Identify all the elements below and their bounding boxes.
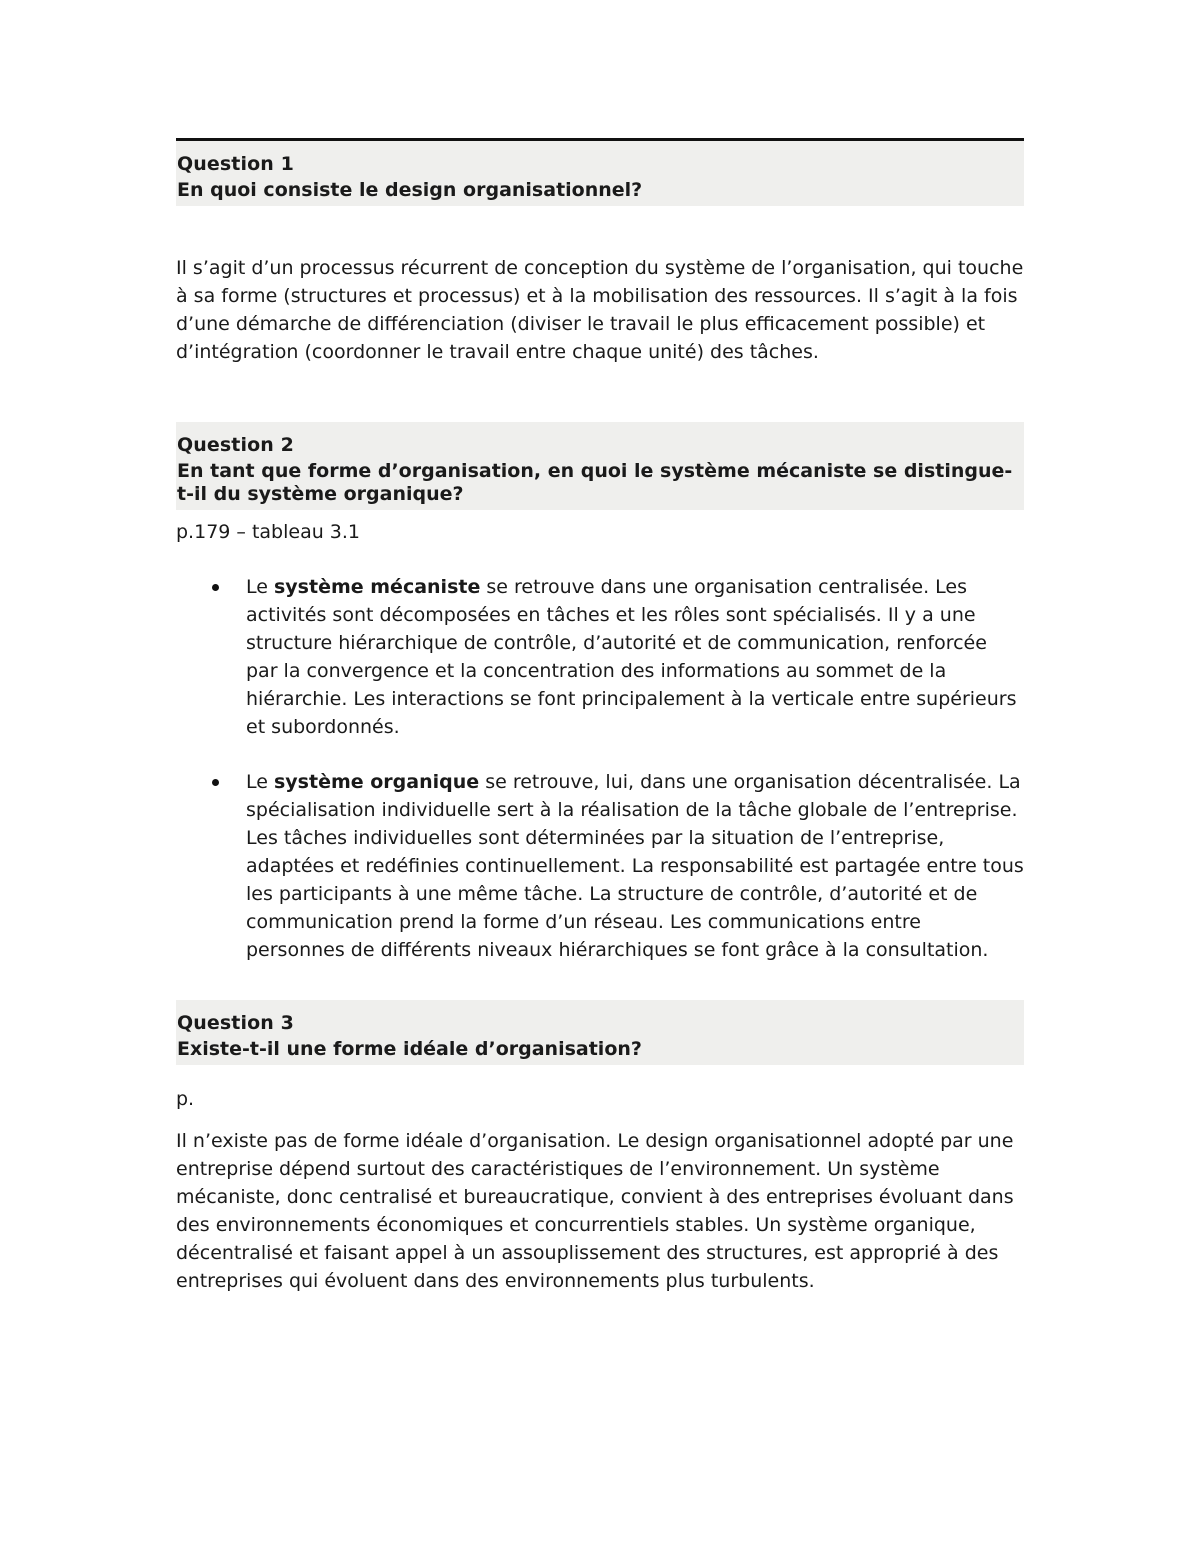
question-1-header (176, 141, 1024, 206)
question-3-number: Question 3 (177, 1012, 294, 1034)
document-page (176, 138, 1024, 1295)
question-2-reference: p.179 – tableau 3.1 (176, 521, 361, 543)
question-3-answer: Il n’existe pas de forme idéale d’organisation. Le design organisationnel adopté par une entreprise dépend surtout des caractéristiques de l’environnement. Un système mécaniste, donc centralisé et bureaucratique, convient à des entreprises évoluant dans des environnements économiques et concurrentiels stables. Un système organique, décentralisé et faisant appel à un assouplissement des structures, est approprié à des entreprises qui évoluent dans des environnements plus turbulents. (176, 1130, 1014, 1292)
question-2-title: En tant que forme d’organisation, en quoi le système mécaniste se distingue-t-il du système organique? (177, 460, 1013, 505)
bullet-bold-term: système organique (273, 771, 480, 793)
bullet-bold-term: système mécaniste (273, 576, 481, 598)
bullet-text: se retrouve, lui, dans une organisation décentralisée. La spécialisation individuelle sert à la réalisation de la tâche globale de l’entreprise. Les tâches individuelles sont déterminées par la situation de l’entreprise, adaptées et redéfinies continuellement. La responsabilité est partagée entre tous les participants à une même tâche. La structure de contrôle, d’autorité et de communication prend la forme d’un réseau. Les communications entre personnes de différents niveaux hiérarchiques se font grâce à la consultation. (246, 771, 1024, 961)
bullet-prefix: Le (246, 576, 274, 598)
question-2-bullet-list (176, 573, 1024, 964)
question-2-section (176, 422, 1024, 964)
bullet-dot-icon (212, 584, 219, 591)
bullet-dot-icon (212, 779, 219, 786)
bullet-item-mecaniste (176, 573, 1024, 741)
question-1-section (176, 141, 1024, 366)
question-2-header (176, 422, 1024, 510)
question-3-reference: p. (176, 1088, 195, 1110)
question-3-section (176, 1000, 1024, 1295)
question-1-number: Question 1 (177, 153, 294, 175)
question-1-title: En quoi consiste le design organisationnel? (177, 179, 643, 201)
question-3-title: Existe-t-il une forme idéale d’organisation? (177, 1038, 642, 1060)
bullet-item-organique (176, 768, 1024, 964)
question-3-header (176, 1000, 1024, 1065)
bullet-text: se retrouve dans une organisation centralisée. Les activités sont décomposées en tâches et les rôles sont spécialisés. Il y a une structure hiérarchique de contrôle, d’autorité et de communication, renforcée par la convergence et la concentration des informations au sommet de la hiérarchie. Les interactions se font principalement à la verticale entre supérieurs et subordonnés. (246, 576, 1017, 738)
question-1-answer: Il s’agit d’un processus récurrent de conception du système de l’organisation, qui touche à sa forme (structures et processus) et à la mobilisation des ressources. Il s’agit à la fois d’une démarche de différenciation (diviser le travail le plus efficacement possible) et d’intégration (coordonner le travail entre chaque unité) des tâches. (176, 257, 1024, 363)
bullet-prefix: Le (246, 771, 274, 793)
question-2-number: Question 2 (177, 434, 294, 456)
